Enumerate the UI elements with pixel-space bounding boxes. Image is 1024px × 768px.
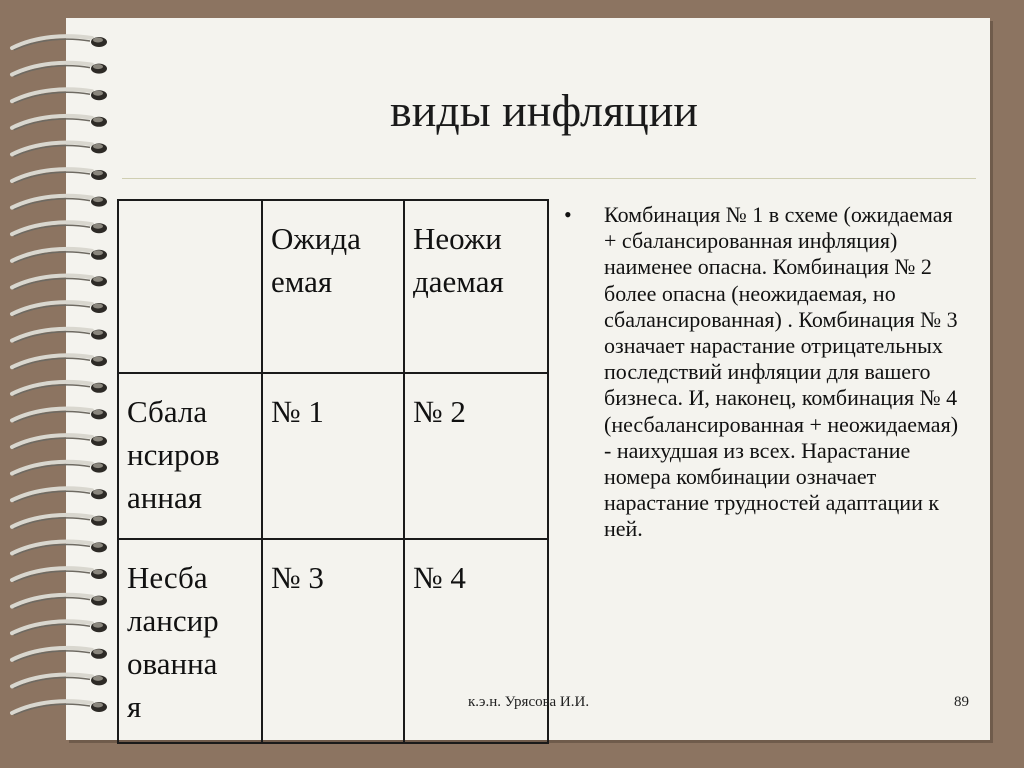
bullet-item — [562, 202, 962, 543]
spiral-ring — [12, 36, 107, 50]
spiral-ring — [12, 701, 107, 715]
spiral-ring — [12, 648, 107, 662]
table-cell — [262, 539, 404, 743]
bullet-text: Комбинация № 1 в схеме (ожидаемая + сбалансированная инфляция) наименее опасна. Комбинация № 2 более опасна (неожидаемая, но сбалансированная) . Комбинация № 3 означает нарастание отрицательных последствий инфляции для вашего бизнеса. И, наконец, комбинация № 4 (несбалансированная + неожидаемая) - наихудшая из всех. Нарастание номера комбинации означает нарастание трудностей адаптации к ней. — [604, 202, 959, 542]
spiral-ring — [12, 169, 107, 183]
spiral-ring — [12, 462, 107, 476]
table-cell-text: Несба лансир ованна я — [127, 560, 219, 724]
spiral-ring — [12, 249, 107, 263]
slide-number: 89 — [954, 694, 969, 710]
spiral-ring — [12, 621, 107, 635]
table-header-expected — [262, 200, 404, 373]
spiral-ring — [12, 355, 107, 369]
bullet-dot-icon: • — [564, 202, 572, 227]
spiral-ring — [12, 435, 107, 449]
table-cell — [118, 200, 262, 373]
table-header-unexpected — [404, 200, 548, 373]
spiral-ring — [12, 302, 107, 316]
spiral-ring — [12, 143, 107, 157]
table-cell-text: № 2 — [413, 394, 466, 429]
table-cell — [262, 373, 404, 539]
spiral-ring — [12, 63, 107, 77]
table-cell-text: № 4 — [413, 560, 466, 595]
spiral-ring — [12, 409, 107, 423]
spiral-ring — [12, 595, 107, 609]
inflation-matrix-table — [117, 199, 549, 744]
table-row — [118, 539, 548, 743]
spiral-ring — [12, 488, 107, 502]
bullet-list — [562, 202, 962, 543]
table-cell-text: № 3 — [271, 560, 324, 595]
spiral-ring — [12, 675, 107, 689]
table-cell — [404, 373, 548, 539]
spiral-ring — [12, 329, 107, 343]
spiral-binding — [6, 34, 110, 744]
spiral-ring — [12, 222, 107, 236]
table-row — [118, 200, 548, 373]
table-row — [118, 373, 548, 539]
slide-title: виды инфляции — [389, 85, 698, 136]
table-cell-text: Неожи даемая — [413, 221, 504, 299]
spiral-ring — [12, 515, 107, 529]
table-cell — [404, 539, 548, 743]
table-cell-text: Ожида емая — [271, 221, 361, 299]
table-row-header-unbalanced — [118, 539, 262, 743]
spiral-ring — [12, 196, 107, 210]
table-row-header-balanced — [118, 373, 262, 539]
footer-author: к.э.н. Урясова И.И. — [468, 694, 590, 710]
table-cell-text: Сбала нсиров анная — [127, 394, 220, 515]
spiral-ring — [12, 382, 107, 396]
title-divider — [122, 178, 976, 179]
spiral-ring — [12, 542, 107, 556]
spiral-ring — [12, 276, 107, 290]
spiral-ring — [12, 568, 107, 582]
table-cell-text: № 1 — [271, 394, 324, 429]
